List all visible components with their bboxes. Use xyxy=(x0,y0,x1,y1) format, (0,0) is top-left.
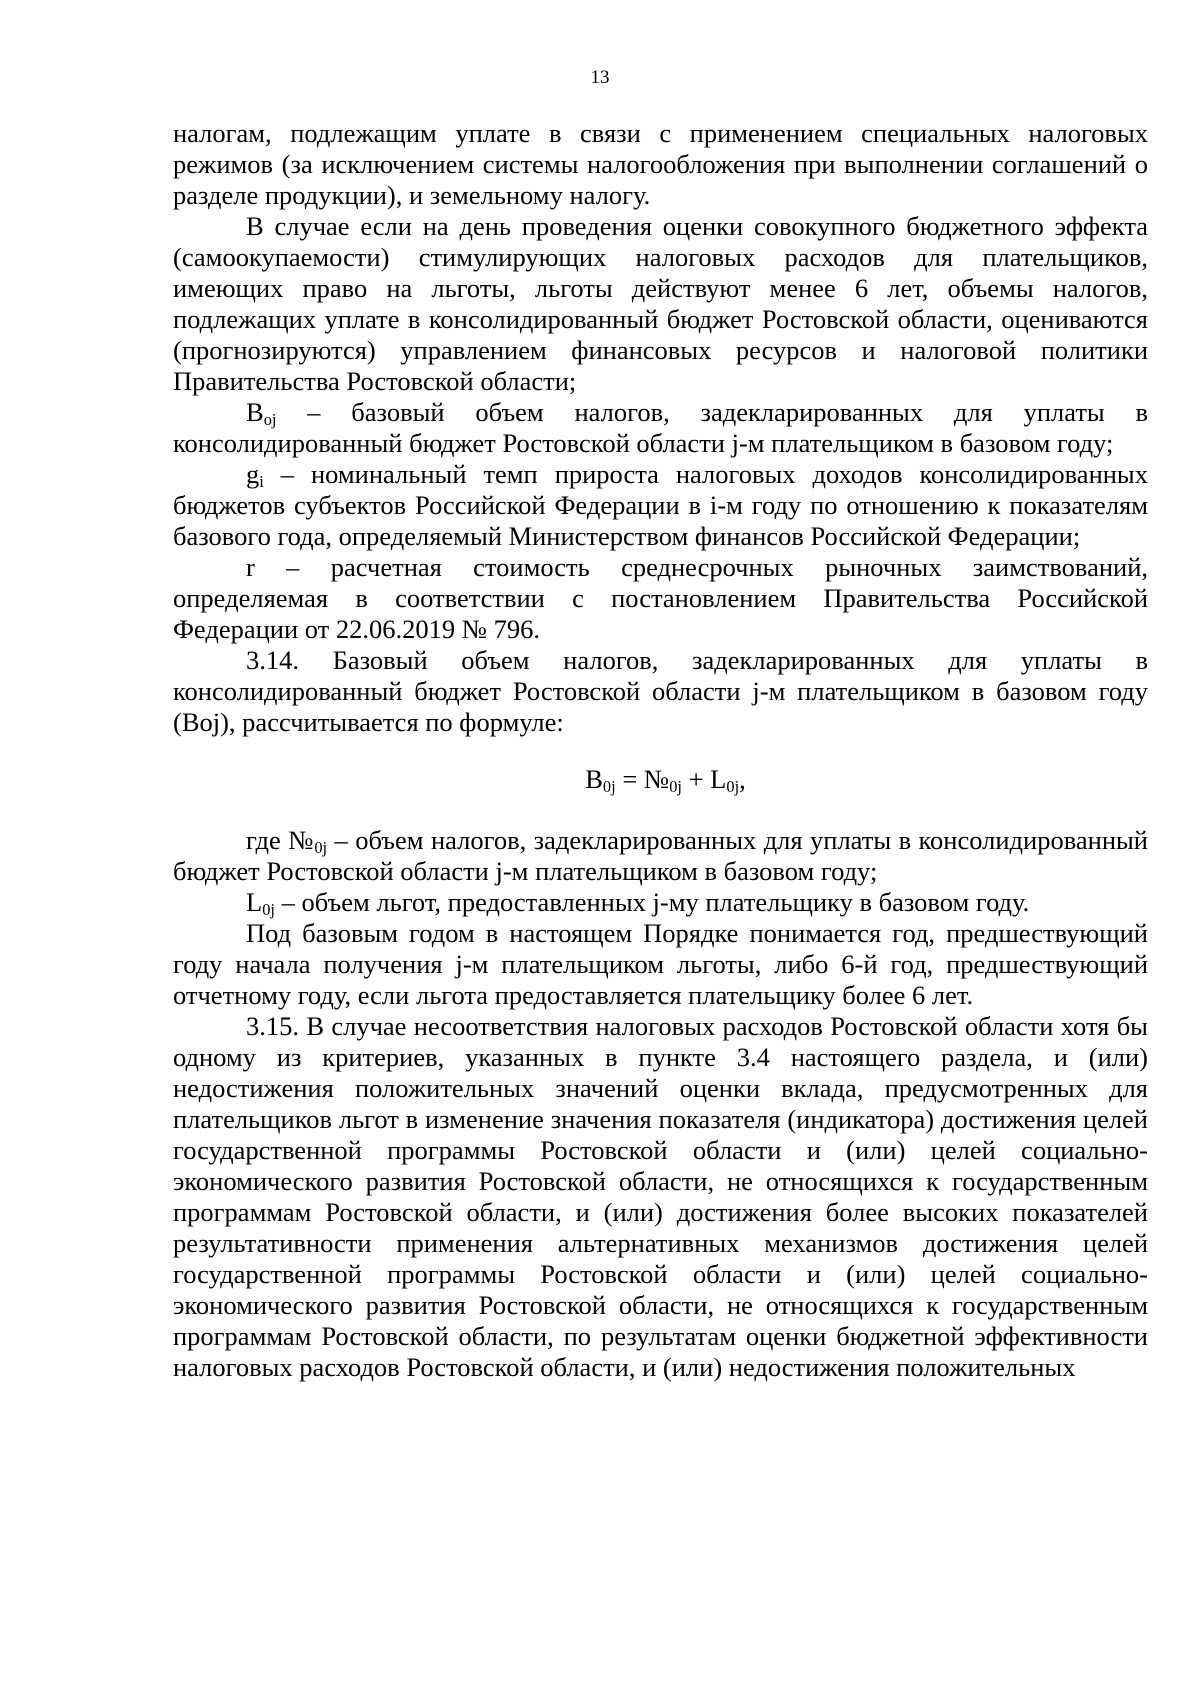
symbol-n-subscript: 0j xyxy=(314,838,328,858)
formula-term1: № xyxy=(643,764,670,794)
paragraph-definition-boj xyxy=(173,397,1148,459)
formula-b0j xyxy=(173,764,1148,795)
lead-word: где xyxy=(246,825,289,855)
paragraph-3-14: 3.14. Базовый объем налогов, задекларированных для уплаты в консолидированный бюджет Ростовской области j-м плательщиком в базовом году (Boj), рассчитывается по формуле: xyxy=(173,645,1148,737)
symbol-g: g xyxy=(246,459,260,489)
formula-term2: L xyxy=(710,764,727,794)
symbol-b-subscript: oj xyxy=(263,410,277,430)
paragraph-definition-gi xyxy=(173,459,1148,552)
symbol-g-subscript: i xyxy=(259,472,264,492)
paragraph-definition-l0j xyxy=(173,887,1148,918)
formula-comma: , xyxy=(739,764,746,794)
formula-lhs: B xyxy=(585,764,603,794)
paragraph-3-15: 3.15. В случае несоответствия налоговых расходов Ростовской области хотя бы одному из критериев, указанных в пункте 3.4 настоящего раздела, и (или) недостижения положительных значений оценки вклада, предусмотренных для плательщиков льгот в изменение значения показателя (индикатора) достижения целей государственной программы Ростовской области и (или) целей социально-экономического развития Ростовской области, не относящихся к государственным программам Ростовской области, и (или) достижения более высоких показателей результативности применения альтернативных механизмов достижения целей государственной программы Ростовской области и (или) целей социально-экономического развития Ростовской области, не относящихся к государственным программам Ростовской области, по результатам оценки бюджетной эффективности налоговых расходов Ростовской области, и (или) недостижения положительных xyxy=(173,1011,1148,1382)
paragraph-base-year: Под базовым годом в настоящем Порядке понимается год, предшествующий году начала получения j-м плательщиком льготы, либо 6-й год, предшествующий отчетному году, если льгота предоставляется плательщику более 6 лет. xyxy=(173,918,1148,1010)
formula-term1-subscript: 0j xyxy=(669,777,682,797)
paragraph-definition-n0j xyxy=(173,825,1148,887)
definition-text: – объем льгот, предоставленных j-му плательщику в базовом году. xyxy=(274,887,1030,917)
paragraph-definition-r: r – расчетная стоимость среднесрочных рыночных заимствований, определяемая в соответствии с постановлением Правительства Российской Федерации от 22.06.2019 № 796. xyxy=(173,552,1148,644)
paragraph-taxes-continuation: налогам, подлежащим уплате в связи с применением специальных налоговых режимов (за исключением системы налогообложения при выполнении соглашений о разделе продукции), и земельному налогу. xyxy=(173,118,1148,210)
formula-equals: = xyxy=(615,764,644,794)
formula-term2-subscript: 0j xyxy=(726,777,740,797)
symbol-b: B xyxy=(246,397,264,427)
definition-text: – объем налогов, задекларированных для уплаты в консолидированный бюджет Ростовской области j-м плательщиком в базовом году; xyxy=(173,825,1148,886)
definition-text: – номинальный темп прироста налоговых доходов консолидированных бюджетов субъектов Российской Федерации в i-м году по отношению к показателям базового года, определяемый Министерством финансов Российской Федерации; xyxy=(173,459,1148,551)
symbol-l-subscript: 0j xyxy=(262,900,275,920)
definition-text: – базовый объем налогов, задекларированных для уплаты в консолидированный бюджет Ростовской области j-м плательщиком в базовом году; xyxy=(173,397,1148,458)
paragraph-forecast-case: В случае если на день проведения оценки совокупного бюджетного эффекта (самоокупаемости) стимулирующих налоговых расходов для плательщиков, имеющих право на льготы, льготы действуют менее 6 лет, объемы налогов, подлежащих уплате в консолидированный бюджет Ростовской области, оцениваются (прогнозируются) управлением финансовых ресурсов и налоговой политики Правительства Ростовской области; xyxy=(173,211,1148,396)
formula-lhs-subscript: 0j xyxy=(602,777,616,797)
formula-plus: + xyxy=(681,764,711,794)
symbol-l: L xyxy=(246,887,263,917)
symbol-n: № xyxy=(288,825,315,855)
page-number: 13 xyxy=(590,67,610,88)
document-body xyxy=(173,118,1148,1383)
